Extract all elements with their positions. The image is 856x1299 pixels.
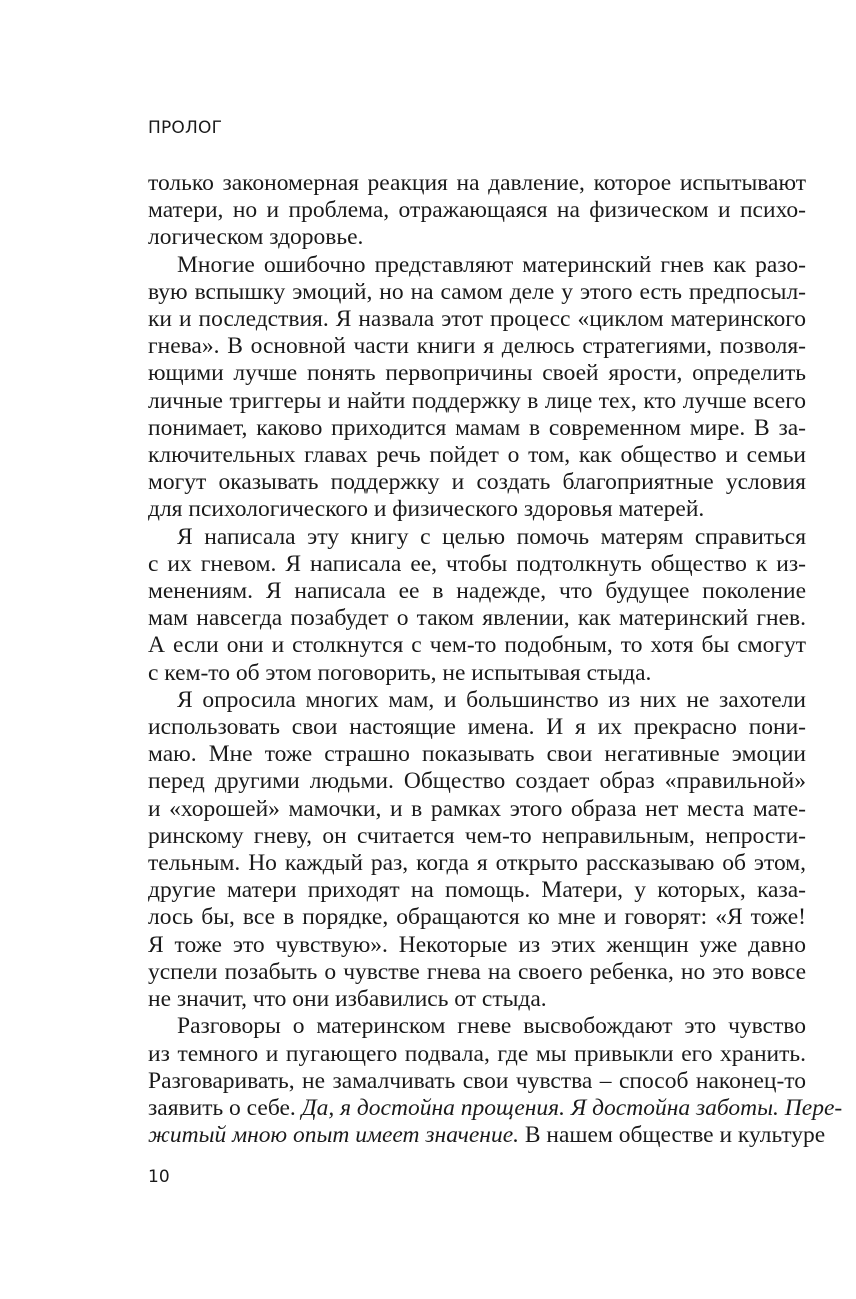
text-line: успели позабыть о чувстве гнева на своего ребенка, но это вовсе bbox=[148, 958, 806, 985]
plain-text: заявить о себе. bbox=[148, 1094, 302, 1121]
text-line: ющими лучше понять первопричины своей ярости, определить bbox=[148, 360, 806, 387]
text-line: Разговаривать, не замалчивать свои чувства – способ наконец-то bbox=[148, 1067, 806, 1094]
text-line: логическом здоровье. bbox=[148, 224, 364, 251]
text-line: маю. Мне тоже страшно показывать свои негативные эмоции bbox=[148, 741, 806, 768]
text-line: с их гневом. Я написала ее, чтобы подтолкнуть общество к из- bbox=[148, 550, 806, 577]
text-line: из темного и пугающего подвала, где мы привыкли его хранить. bbox=[148, 1040, 806, 1067]
text-line: только закономерная реакция на давление, которое испытывают bbox=[148, 170, 806, 196]
text-line: матери, но и проблема, отражающаяся на физическом и психо- bbox=[148, 197, 806, 224]
text-line: Я написала эту книгу с целью помочь матерям справиться bbox=[177, 523, 806, 550]
text-line: А если они и столкнутся с чем-то подобным, то хотя бы смогут bbox=[148, 632, 806, 659]
paragraph-4 bbox=[148, 687, 806, 1013]
italic-quote: житый мною опыт имеет значение. bbox=[148, 1122, 519, 1149]
text-line: личные триггеры и найти поддержку в лице тех, кто лучше всего bbox=[148, 387, 806, 414]
text-line: перед другими людьми. Общество создает образ «правильной» bbox=[148, 768, 806, 795]
text-line: тельным. Но каждый раз, когда я открыто рассказываю об этом, bbox=[148, 850, 806, 877]
paragraph-1 bbox=[148, 170, 806, 252]
text-line: Я опросила многих мам, и большинство из них не захотели bbox=[177, 686, 806, 713]
text-line: Я тоже это чувствую». Некоторые из этих женщин уже давно bbox=[148, 931, 806, 958]
text-line: ключительных главах речь пойдет о том, как общество и семьи bbox=[148, 442, 806, 469]
page-number: 10 bbox=[148, 1167, 170, 1187]
paragraph-2 bbox=[148, 252, 806, 524]
text-line: лось бы, все в порядке, обращаются ко мне и говорят: «Я тоже! bbox=[148, 904, 806, 931]
body-text bbox=[148, 170, 843, 1149]
text-line: менениям. Я написала ее в надежде, что будущее поколение bbox=[148, 578, 806, 605]
text-line: с кем-то об этом поговорить, не испытывая стыда. bbox=[148, 659, 652, 686]
text-line bbox=[148, 1094, 843, 1122]
paragraph-3 bbox=[148, 524, 806, 687]
paragraph-5 bbox=[148, 1013, 843, 1149]
text-line: использовать свои настоящие имена. И я их прекрасно пони- bbox=[148, 714, 806, 741]
text-line: ки и последствия. Я назвала этот процесс «циклом материнского bbox=[148, 306, 806, 333]
text-line: Разговоры о материнском гневе высвобождают это чувство bbox=[177, 1013, 806, 1040]
text-line: могут оказывать поддержку и создать благоприятные условия bbox=[148, 469, 806, 496]
running-head: ПРОЛОГ bbox=[148, 118, 223, 138]
text-line: ринскому гневу, он считается чем-то неправильным, непрости- bbox=[148, 822, 806, 849]
text-line: другие матери приходят на помощь. Матери, у которых, каза- bbox=[148, 877, 806, 904]
text-line: вую вспышку эмоций, но на самом деле у этого есть предпосыл- bbox=[148, 278, 806, 305]
italic-quote: Да, я достойна прощения. Я достойна заботы. Пере- bbox=[301, 1094, 843, 1121]
text-line: для психологического и физического здоровья матерей. bbox=[148, 496, 705, 523]
text-line: и «хорошей» мамочки, и в рамках этого образа нет места мате- bbox=[148, 795, 806, 822]
text-line: понимает, каково приходится мамам в современном мире. В за- bbox=[148, 414, 806, 441]
text-line: Многие ошибочно представляют материнский гнев как разо- bbox=[177, 251, 806, 278]
text-line: не значит, что они избавились от стыда. bbox=[148, 986, 547, 1013]
text-line: гнева». В основной части книги я делюсь стратегиями, позволя- bbox=[148, 333, 806, 360]
plain-text: В нашем обществе и культуре bbox=[519, 1122, 826, 1149]
text-line: мам навсегда позабудет о таком явлении, как материнский гнев. bbox=[148, 605, 806, 632]
text-line bbox=[148, 1122, 826, 1149]
